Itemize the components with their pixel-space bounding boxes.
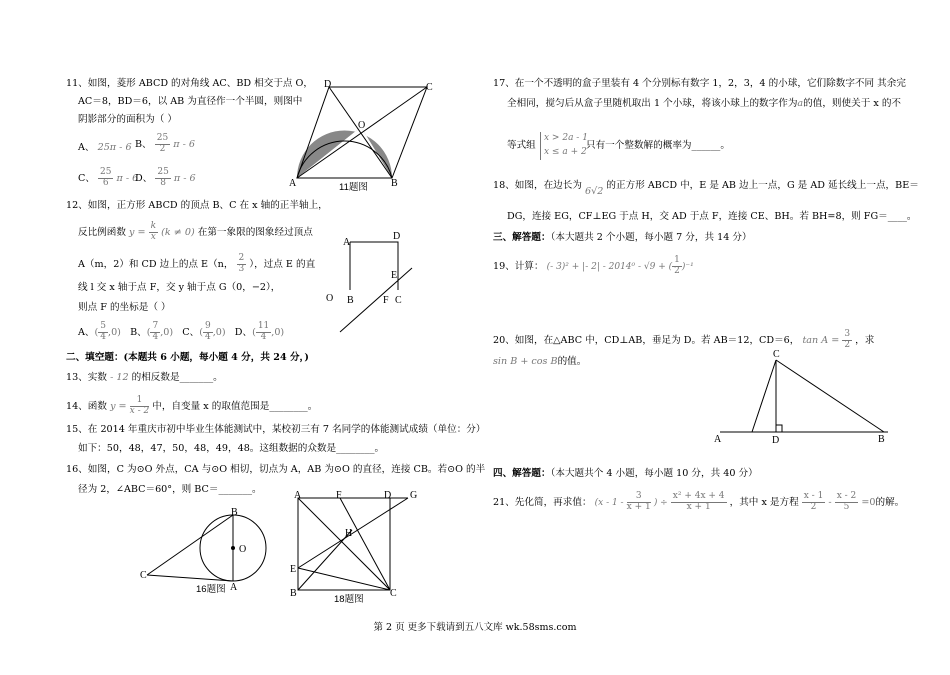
fig16-label-b: B	[231, 507, 238, 518]
fig12-label-b: B	[347, 295, 354, 306]
figure-12-square	[326, 228, 426, 338]
figure-18-square	[288, 490, 423, 602]
q17-line2: 全相同，搅匀后从盒子里随机取出 1 个小球，将该小球上的数字作为a的值，则使关于 x 的不	[507, 98, 902, 109]
q12-line2: 反比例函数 y = $\frac{k}{x}$ (k ≠ 0) 在第一象限的图象经过顶点	[78, 221, 313, 242]
right-angle-mark	[776, 425, 782, 432]
line-cb	[147, 515, 233, 575]
fig16-label-o: O	[239, 544, 247, 555]
q11-line3: 阴影部分的面积为（ ）	[78, 114, 177, 125]
line-eg	[298, 498, 408, 568]
q18-line1: 18、如图，在边长为 6√2 的正方形 ABCD 中，E 是 AB 边上一点，G 是 AD 延长线上一点，BE＝	[493, 180, 919, 197]
line-ce	[298, 568, 390, 590]
q11-line2: AC＝8，BD＝6，以 AB 为直径作一个半圆，则图中	[78, 96, 303, 107]
q17-line3-tail: 只有一个整数解的概率为______。	[586, 140, 730, 151]
q11-line1: 11、如图，菱形 ABCD 的对角线 AC、BD 相交于点 O，	[66, 78, 314, 89]
diagonal-ac	[298, 498, 390, 590]
fig20-label-c: C	[773, 349, 780, 360]
figure-16-circle	[140, 504, 280, 590]
q20-line1: 20、如图，在△ABC 中，CD⊥AB，垂足为 D。若 AB＝12，CD＝6， tan A = $\frac{3}{2}$ ，求	[493, 329, 875, 350]
q16-line2: 径为 2，∠ABC＝60°，则 BC＝_______。	[78, 484, 262, 495]
q12-line4: 线 l 交 x 轴于点 F，交 y 轴于点 G（0，−2），	[78, 282, 281, 293]
q15-line2: 如下：50，48，47，50，48，49，48。这组数据的众数是________。	[78, 443, 385, 454]
fig20-label-b: B	[878, 434, 885, 444]
fig18-label-b: B	[290, 588, 297, 599]
line-cf	[340, 498, 390, 590]
fig18-label-h: H	[345, 528, 353, 539]
fig18-label-a: A	[294, 490, 302, 501]
q18-line2: DG，连接 EG，CF⊥EG 于点 H，交 AD 于点 F，连接 CE、BH。若 BH=8，则 FG＝____。	[507, 211, 917, 222]
fig11-label-o: O	[358, 120, 366, 131]
q21: 21、先化简，再求值： (x - 1 - $\frac{3}{x + 1}$ ) ÷ $\frac{\text{x² + 4x + 4}}{x + 1}$ ，其中 x 是方程 $\frac{x - 1}{2}$ - $\frac{x - 2}{5}$ =0的解。	[493, 491, 905, 512]
fig11-label-a: A	[289, 178, 297, 189]
fig20-label-a: A	[714, 434, 722, 444]
fig11-label-c: C	[426, 82, 433, 93]
fig16-caption: 16题图	[196, 584, 226, 595]
fig11-label-d: D	[324, 79, 332, 90]
fig18-caption: 18题图	[334, 594, 364, 605]
q20-line2: sin B + cos B的值。	[493, 356, 587, 367]
q11-option-d: D、 $\frac{25}{8}$ π - 6	[135, 167, 196, 188]
q12-options: A、( $\frac{5}{4}$ ,0) B、( $\frac{7}{4}$ ,0) C、( $\frac{9}{4}$ ,0) D、( $\frac{11}{4}$ ,0)	[78, 321, 285, 342]
q14: 14、函数 y = $\frac{1}{x - 2}$ 中，自变量 x 的取值范围是________。	[66, 395, 318, 416]
section-3-heading: 三、解答题：（本大题共 2 个小题，每小题 7 分，共 14 分）	[493, 232, 752, 243]
fig12-label-a: A	[343, 237, 351, 248]
q16-line1: 16、如图，C 为⊙O 外点，CA 与⊙O 相切，切点为 A，AB 为⊙O 的直径，连接 CB。若⊙O 的半	[66, 464, 486, 475]
center-point	[231, 546, 235, 550]
section-4-heading: 四、解答题：（本大题共个 4 小题，每小题 10 分，共 40 分）	[493, 468, 758, 479]
line-bh	[298, 530, 352, 590]
fig18-label-d: D	[384, 490, 392, 501]
q17-line3: 等式组	[507, 140, 536, 151]
fig18-label-c: C	[390, 588, 397, 599]
line-ca-left	[752, 360, 776, 432]
fig12-label-o: O	[326, 293, 334, 304]
fig16-label-a: A	[230, 582, 238, 590]
figure-20-triangle	[712, 348, 892, 444]
fig16-label-c: C	[140, 570, 147, 581]
fig18-label-e: E	[290, 564, 297, 575]
q11-option-b: B、 $\frac{25}{2}$ π - 6	[135, 133, 195, 154]
q11-option-c: C、 $\frac{25}{6}$ π - 6	[78, 167, 139, 188]
q17-line1: 17、在一个不透明的盒子里装有 4 个分别标有数字 1，2，3，4 的小球，它们除数字不同 其余完	[493, 78, 906, 89]
fig12-label-c: C	[395, 295, 402, 306]
fig12-label-d: D	[393, 231, 401, 242]
page-footer: 第 2 页 更多下载请到五八文库 wk.58sms.com	[373, 622, 577, 633]
fig18-label-f: F	[336, 490, 342, 501]
q15-line1: 15、在 2014 年重庆市初中毕业生体能测试中，某校初三有 7 名同学的体能测试成绩（单位：分）	[66, 424, 486, 435]
fig12-label-f: F	[383, 295, 389, 306]
q11-option-a: A、 25π - 6	[78, 142, 132, 153]
q19: 19、计算： (- 3)² + |- 2| - 2014⁰ - √9 + ( $\frac{1}{2}$ )⁻¹	[493, 255, 694, 276]
side-adc	[350, 242, 398, 290]
q17-inequality-system: x > 2a - 1 x ≤ a + 2	[540, 132, 588, 160]
q13: 13、实数 - 12 的相反数是_______。	[66, 372, 223, 383]
line-cb	[776, 360, 884, 432]
fig11-label-b: B	[391, 178, 398, 189]
fig18-label-g: G	[410, 490, 418, 501]
fig12-label-e: E	[391, 270, 398, 281]
fig11-caption: 11题图	[339, 182, 368, 193]
section-2-heading: 二、填空题：(本题共 6 小题，每小题 4 分，共 24 分，)	[66, 352, 309, 363]
figure-11-rhombus	[288, 78, 438, 193]
fig20-label-d: D	[772, 435, 780, 444]
q12-line5: 则点 F 的坐标是（ ）	[78, 302, 171, 313]
q12-line3: A（m，2）和 CD 边上的点 E（n， $\frac{2}{3}$ ），过点 E 的直	[78, 253, 316, 274]
q12-line1: 12、如图，正方形 ABCD 的顶点 B、C 在 x 轴的正半轴上，	[66, 200, 328, 211]
